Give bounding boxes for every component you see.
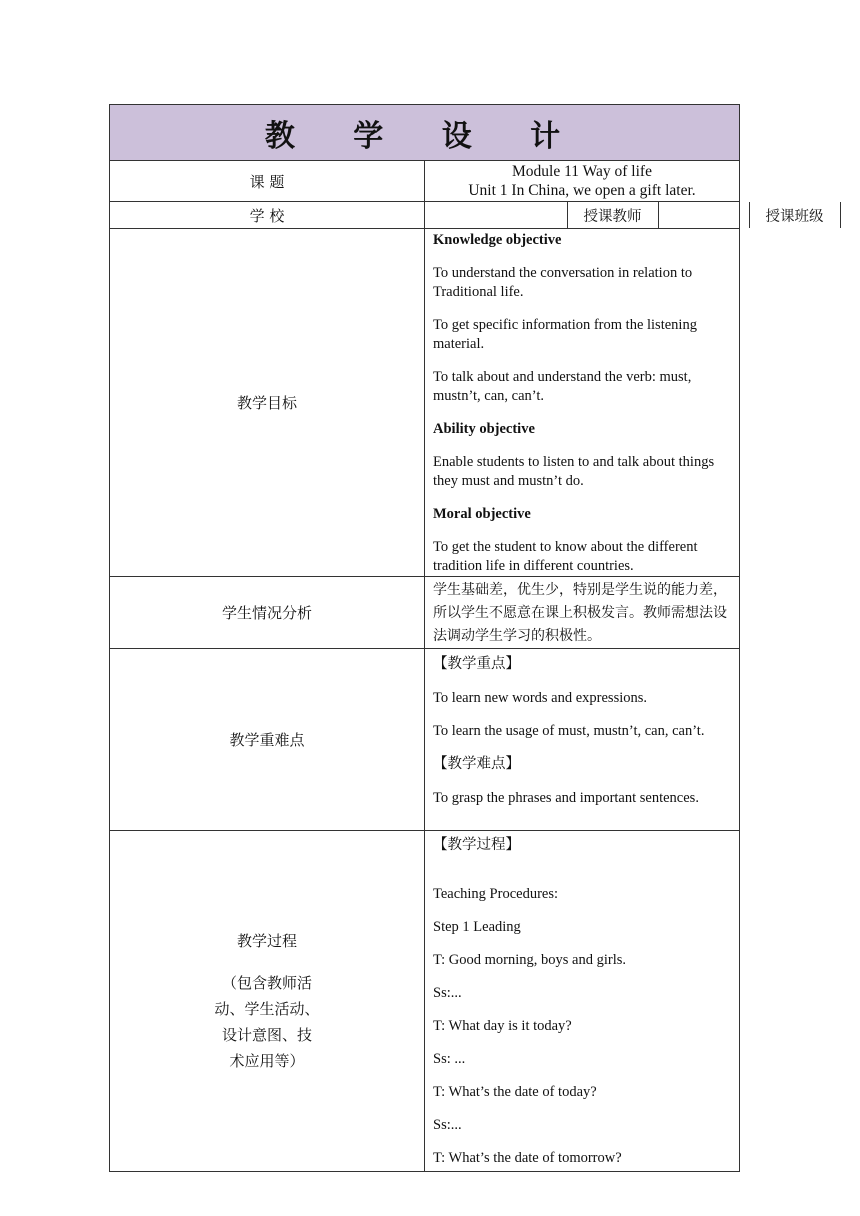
process-label: 教学过程	[236, 932, 297, 950]
ability-objective-heading: Ability objective	[433, 421, 535, 437]
teacher-value	[658, 202, 749, 228]
key-points-label: 教学重难点	[110, 649, 425, 831]
focus-item: To learn new words and expressions.	[433, 690, 648, 706]
knowledge-item: To understand the conversation in relation to Traditional life.	[433, 265, 693, 300]
process-heading: 【教学过程】	[433, 837, 520, 853]
process-line: Ss: ...	[433, 1051, 466, 1067]
objectives-content	[425, 229, 740, 577]
process-label-note: 动、学生活动、	[214, 1000, 320, 1018]
process-line: T: Good morning, boys and girls.	[433, 952, 627, 968]
school-info-cell	[425, 202, 824, 229]
ability-item: Enable students to listen to and talk about things they must and mustn’t do.	[433, 454, 715, 489]
difficulty-item: To grasp the phrases and important sentences.	[433, 790, 699, 806]
focus-heading: 【教学重点】	[433, 656, 520, 672]
process-line: Step 1 Leading	[433, 919, 521, 935]
objectives-label: 教学目标	[110, 229, 425, 577]
lesson-plan-table	[109, 104, 824, 1172]
class-label: 授课班级	[749, 202, 840, 228]
process-line: Ss:...	[433, 985, 462, 1001]
process-label-cell	[110, 831, 425, 1172]
school-info-table	[425, 202, 840, 228]
moral-objective-heading: Moral objective	[433, 506, 531, 522]
process-line: T: What day is it today?	[433, 1018, 572, 1034]
knowledge-item: To get specific information from the listening material.	[433, 317, 697, 352]
school-value	[425, 202, 567, 228]
moral-item: To get the student to know about the different tradition life in different countries.	[433, 539, 698, 574]
difficulty-heading: 【教学难点】	[433, 756, 520, 772]
school-label: 学 校	[110, 202, 425, 229]
key-points-content	[425, 649, 740, 831]
teacher-label: 授课教师	[567, 202, 658, 228]
process-line: Ss:...	[433, 1117, 462, 1133]
process-line: T: What’s the date of tomorrow?	[433, 1150, 622, 1166]
process-line: Teaching Procedures:	[433, 886, 559, 902]
lesson-plan-page	[109, 104, 824, 1172]
process-content	[425, 831, 740, 1172]
focus-item: To learn the usage of must, mustn’t, can, can’t.	[433, 723, 705, 739]
process-label-note: （包含教师活	[221, 974, 312, 992]
analysis-label: 学生情况分析	[110, 577, 425, 649]
document-title: 教 学 设 计	[110, 105, 740, 161]
process-label-note: 设计意图、技	[221, 1026, 312, 1044]
analysis-text: 学生基础差，优生少，特别是学生说的能力差，所以学生不愿意在课上积极发言。教师需想法设法调动学生学习的积极性。	[425, 577, 740, 649]
subject-label: 课 题	[110, 161, 425, 202]
knowledge-objective-heading: Knowledge objective	[433, 232, 562, 248]
subject-value	[425, 161, 740, 202]
process-label-note: 术应用等）	[229, 1052, 305, 1070]
knowledge-item: To talk about and understand the verb: must, mustn’t, can, can’t.	[433, 369, 692, 404]
subject-module: Module 11 Way of life	[512, 163, 652, 180]
subject-unit: Unit 1 In China, we open a gift later.	[468, 182, 696, 199]
process-line: T: What’s the date of today?	[433, 1084, 597, 1100]
